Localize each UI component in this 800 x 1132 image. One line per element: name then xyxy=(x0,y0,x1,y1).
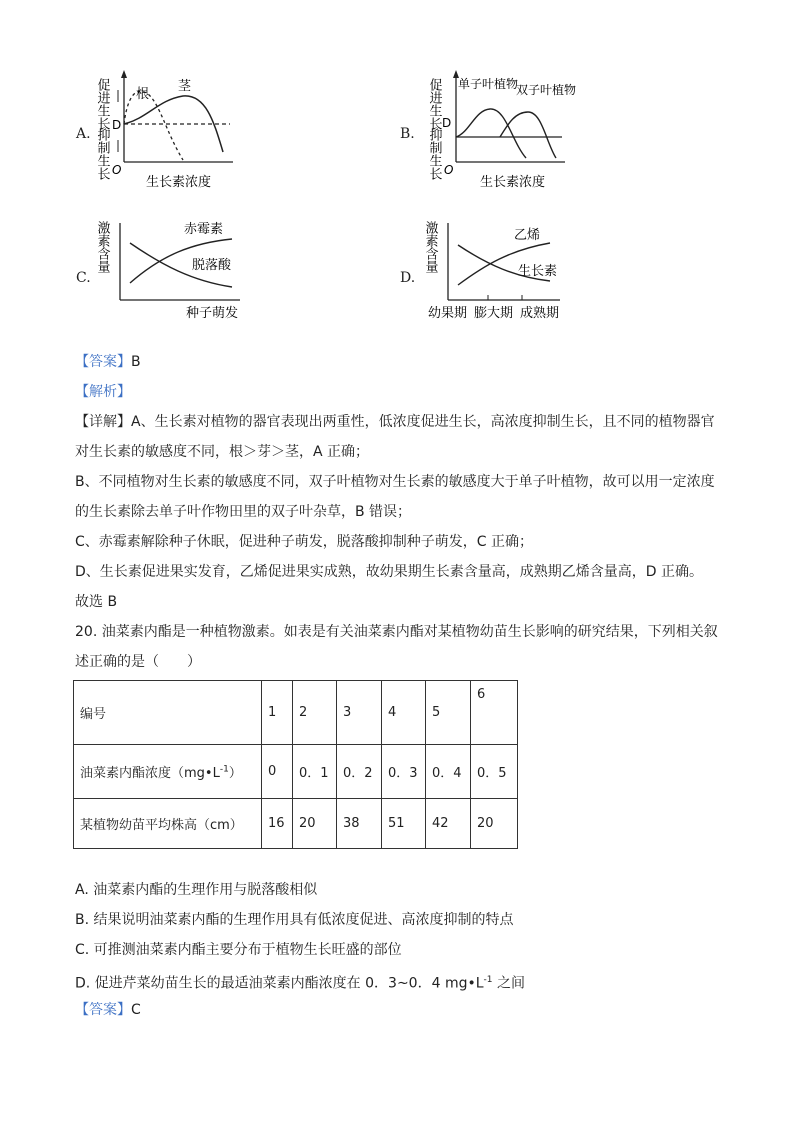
figure-a-auxin-organs xyxy=(88,62,248,192)
q19-analysis-tag xyxy=(75,382,131,402)
table-cell: 0 xyxy=(262,745,293,799)
concentration-header-end: ） xyxy=(228,766,242,781)
table-cell: 0．3 xyxy=(382,745,426,799)
fig-a-origin: O xyxy=(112,163,122,177)
fig-c-y-label: 激素含量 xyxy=(94,221,110,273)
fig-b-origin: O xyxy=(444,163,454,177)
option-d-label: D. xyxy=(400,270,416,286)
option-a-label: A. xyxy=(76,126,91,142)
fig-a-d-label: D xyxy=(112,118,122,132)
option-b-label: B. xyxy=(400,126,415,142)
detail-tag: 【详解】 xyxy=(75,414,131,430)
analysis-tag: 【解析】 xyxy=(75,384,131,400)
q19-detail-line-3: B、不同植物对生长素的敏感度不同，双子叶植物对生长素的敏感度大于单子叶植物，故可以用一定浓度 xyxy=(75,474,715,490)
unit-exponent: -1 xyxy=(483,975,493,985)
fig-d-x-label-1: 幼果期 xyxy=(428,306,468,321)
answer-tag: 【答案】 xyxy=(75,354,131,370)
q20-option-d xyxy=(75,970,525,994)
table-cell: 4 xyxy=(382,681,426,745)
fig-b-x-label: 生长素浓度 xyxy=(480,175,546,190)
table-cell: 0．1 xyxy=(293,745,337,799)
figure-b-auxin-plants xyxy=(420,62,580,192)
q19-detail-line-6: D、生长素促进果实发育，乙烯促进果实成熟，故幼果期生长素含量高，成熟期乙烯含量高，D 正确。 xyxy=(75,564,704,580)
fig-a-stem-label: 茎 xyxy=(178,79,192,94)
q20-stem-line-1: 20. 油菜素内酯是一种植物激素。如表是有关油菜素内酯对某植物幼苗生长影响的研究结果，下列相关叙 xyxy=(75,624,718,640)
q19-conclusion: 故选 B xyxy=(75,594,118,610)
answer-value: C xyxy=(131,1002,141,1018)
unit-exponent: -1 xyxy=(219,764,229,775)
fig-b-curve2-label: 双子叶植物 xyxy=(516,83,577,97)
q19-answer xyxy=(75,352,141,372)
table-header-cell xyxy=(74,745,262,799)
q19-detail-line-2: 对生长素的敏感度不同，根＞芽＞茎，A 正确； xyxy=(75,444,370,460)
q20-option-a: A. 油菜素内酯的生理作用与脱落酸相似 xyxy=(75,882,318,898)
q20-option-b: B. 结果说明油菜素内酯的生理作用具有低浓度促进、高浓度抑制的特点 xyxy=(75,912,514,928)
table-header-cell: 某植物幼苗平均株高（cm） xyxy=(74,799,262,849)
table-row xyxy=(74,745,518,799)
answer-value: B xyxy=(131,354,141,370)
fig-c-up-label: 赤霉素 xyxy=(184,222,224,237)
fig-b-curve1-label: 单子叶植物 xyxy=(458,77,519,91)
table-cell: 20 xyxy=(293,799,337,849)
fig-b-y-bottom: 抑制生长 xyxy=(426,128,442,180)
table-cell: 0．2 xyxy=(337,745,382,799)
fig-b-d-label: D xyxy=(442,116,452,130)
fig-d-down-label: 生长素 xyxy=(518,264,558,279)
q19-detail-line-1 xyxy=(75,412,715,432)
table-cell: 1 xyxy=(262,681,293,745)
fig-a-y-bottom: 抑制生长 xyxy=(94,128,110,180)
option-d-text-end: 之间 xyxy=(492,975,525,992)
concentration-header: 油菜素内酯浓度（mg•L xyxy=(80,766,220,781)
table-cell: 0．4 xyxy=(426,745,471,799)
option-c-label: C. xyxy=(76,270,91,286)
answer-tag: 【答案】 xyxy=(75,1002,131,1018)
table-row xyxy=(74,799,518,849)
fig-d-y-label: 激素含量 xyxy=(422,221,438,273)
q20-answer xyxy=(75,1000,141,1020)
table-cell: 16 xyxy=(262,799,293,849)
fig-d-up-label: 乙烯 xyxy=(514,228,541,243)
fig-d-x-label-3: 成熟期 xyxy=(520,306,560,321)
table-cell: 42 xyxy=(426,799,471,849)
table-cell: 3 xyxy=(337,681,382,745)
table-cell: 0．5 xyxy=(471,745,518,799)
q20-option-c: C. 可推测油菜素内酯主要分布于植物生长旺盛的部位 xyxy=(75,942,402,958)
fig-c-x-label: 种子萌发 xyxy=(186,306,239,321)
table-cell: 20 xyxy=(471,799,518,849)
q19-detail-line-5: C、赤霉素解除种子休眠，促进种子萌发，脱落酸抑制种子萌发，C 正确； xyxy=(75,534,533,550)
table-header-cell: 编号 xyxy=(74,681,262,745)
table-cell: 6 xyxy=(471,681,518,745)
table-cell: 5 xyxy=(426,681,471,745)
table-cell: 2 xyxy=(293,681,337,745)
table-cell: 38 xyxy=(337,799,382,849)
figure-d-fruit-development xyxy=(420,215,590,325)
fig-a-x-label: 生长素浓度 xyxy=(146,175,212,190)
table-cell: 51 xyxy=(382,799,426,849)
detail-text: A、生长素对植物的器官表现出两重性，低浓度促进生长，高浓度抑制生长，且不同的植物器官 xyxy=(131,414,715,430)
q20-stem-line-2: 述正确的是（ ） xyxy=(75,654,201,670)
fig-c-down-label: 脱落酸 xyxy=(192,258,232,273)
fig-a-y-top: 促进生长 xyxy=(94,78,110,130)
figure-c-seed-germination xyxy=(92,215,262,325)
q19-detail-line-4: 的生长素除去单子叶作物田里的双子叶杂草，B 错误； xyxy=(75,504,412,520)
fig-b-y-top: 促进生长 xyxy=(426,78,442,130)
fig-a-root-label: 根 xyxy=(136,87,150,102)
fig-d-x-label-2: 膨大期 xyxy=(474,306,514,321)
table-row xyxy=(74,681,518,745)
option-d-text: D. 促进芹菜幼苗生长的最适油菜素内酯浓度在 0．3~0．4 mg•L xyxy=(75,975,484,992)
q20-results-table xyxy=(73,680,518,849)
